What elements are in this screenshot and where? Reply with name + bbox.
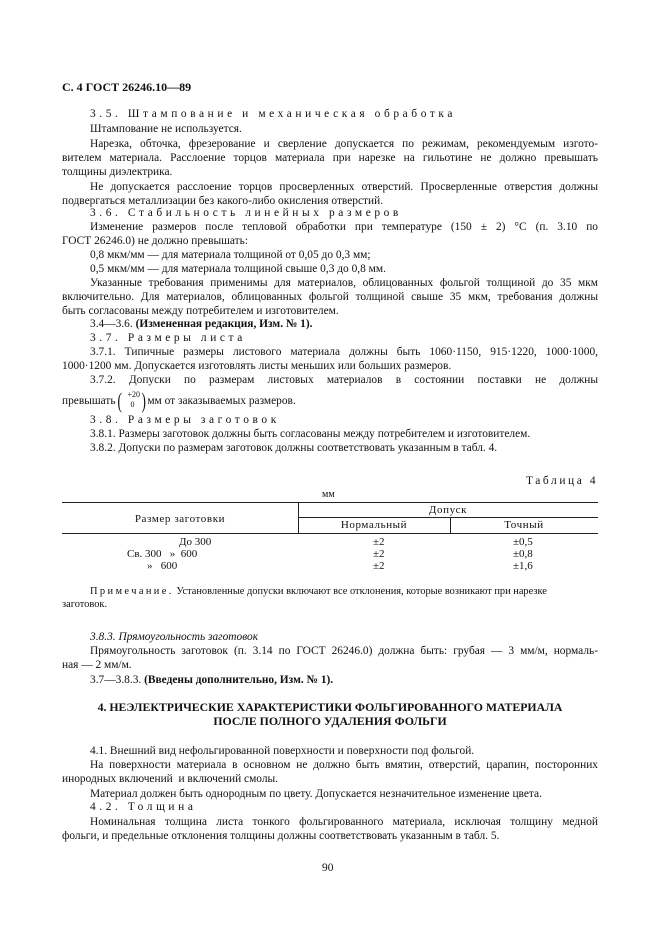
table-header-tolerance: Допуск: [428, 504, 468, 516]
table-note: [90, 585, 598, 599]
table-cell: ±0,5: [513, 536, 533, 548]
section-4-text: фольги, и предельные отклонения толщины должны соответствовать указанным в табл. 5.: [62, 830, 500, 842]
amendment-text: (Измененная редакция, Изм. № 1).: [135, 318, 313, 330]
section-4-heading: ПОСЛЕ ПОЛНОГО УДАЛЕНИЯ ФОЛЬГИ: [213, 714, 447, 728]
section-4-2-title: 4.2. Толщина: [90, 801, 197, 813]
amendment-note: [90, 673, 333, 687]
section-4-text: На поверхности материала в основном не должно быть вмятин, отверстий, царапин, посторонних: [90, 759, 598, 771]
list-item: 0,8 мкм/мм — для материала толщиной от 0,05 до 0,3 мм;: [90, 249, 371, 261]
table-top-rule: [62, 502, 598, 503]
table-cell: ±2: [373, 548, 385, 560]
section-4-text: Номинальная толщина листа тонкого фольгированного материала, исключая толщину медной: [90, 816, 598, 828]
section-3-5-title: 3.5. Штампование и механическая обработка: [90, 108, 457, 120]
table-cell: Св. 300 » 600: [127, 548, 198, 560]
section-3-6-text: ГОСТ 26246.0) не должно превышать:: [62, 235, 249, 247]
section-3-6-text: Указанные требования применимы для материалов, облицованных фольгой толщиной до 35 мкм: [90, 277, 598, 289]
section-3-8-3-title: 3.8.3. Прямоугольность заготовок: [90, 631, 259, 643]
tolerance-upper: +20: [127, 390, 140, 400]
section-3-5-text: вителем материала. Расслоение торцов материала при нарезке на гильотине не должно превышать: [62, 152, 598, 164]
section-3-5-text: Штампование не используется.: [90, 123, 242, 135]
section-4-heading: 4. НЕЭЛЕКТРИЧЕСКИЕ ХАРАКТЕРИСТИКИ ФОЛЬГИРОВАННОГО МАТЕРИАЛА: [97, 700, 563, 714]
section-3-6-text: Изменение размеров после тепловой обработки при температуре (150 ± 2) °С (п. 3.10 по: [90, 221, 598, 233]
tolerance-lower: 0: [130, 400, 135, 410]
table-header-precise: Точный: [504, 519, 544, 531]
section-4-text: инородных включений и включений смолы.: [62, 773, 279, 785]
table-subheader-rule: [298, 517, 598, 518]
section-3-7-text: 3.7.1. Типичные размеры листового материала должны быть 1060·1150, 915·1220, 1000·1000,: [90, 346, 598, 358]
table-cell: До 300: [179, 536, 212, 548]
section-3-5-text: толщины диэлектрика.: [62, 166, 173, 178]
section-3-8-title: 3.8. Размеры заготовок: [90, 414, 280, 426]
section-3-5-text: Нарезка, обточка, фрезерование и сверление допускается по режимам, рекомендуемым изгото-: [90, 138, 598, 150]
note-label: Примечание.: [90, 586, 174, 597]
table-unit: мм: [322, 489, 335, 500]
list-item: 0,5 мкм/мм — для материала толщиной свыше 0,3 до 0,8 мм.: [90, 263, 386, 275]
section-3-8-text: 3.8.2. Допуски по размерам заготовок должны соответствовать указанным в табл. 4.: [90, 442, 498, 454]
section-3-5-text: Не допускается расслоение торцов просверленных отверстий. Просверленные отверстия должны: [90, 181, 598, 193]
table-cell: ±1,6: [513, 560, 533, 572]
table-cell: » 600: [147, 560, 178, 572]
table-caption: Таблица 4: [526, 475, 599, 487]
section-3-8-3-text: ная — 2 мм/м.: [62, 659, 132, 671]
section-3-7-title: 3.7. Размеры листа: [90, 332, 246, 344]
amendment-ref: 3.7—3.8.3.: [90, 674, 142, 686]
section-3-5-text: подвергаться металлизации без какого-либо окисления отверстий.: [62, 195, 384, 207]
table-header-size: Размер заготовки: [134, 513, 226, 525]
section-3-7-text: 3.7.2. Допуски по размерам листовых материалов в состоянии поставки не должны: [90, 374, 598, 386]
table-cell: ±0,8: [513, 548, 533, 560]
section-3-7-text: 1000·1200 мм. Допускается изготовлять листы меньших или больших размеров.: [62, 360, 452, 372]
table-note-cont: заготовок.: [62, 599, 108, 610]
table-header-normal: Нормальный: [340, 519, 408, 531]
amendment-text: (Введены дополнительно, Изм. № 1).: [144, 674, 334, 686]
section-3-6-text: быть согласованы между потребителем и изготовителем.: [62, 305, 339, 317]
tolerance-fraction: ( +20 0 ): [117, 388, 147, 414]
section-3-6-text: включительно. Для материалов, облицованных фольгой толщиной свыше 35 мкм, требования должны: [62, 291, 598, 303]
table-cell: ±2: [373, 560, 385, 572]
section-3-8-text: 3.8.1. Размеры заготовок должны быть согласованы между потребителем и изготовителем.: [90, 428, 531, 440]
page-number: 90: [322, 862, 334, 874]
page-header: С. 4 ГОСТ 26246.10—89: [62, 80, 192, 94]
section-4-text: Материал должен быть однородным по цвету. Допускается незначительное изменение цвета.: [90, 788, 542, 800]
text-fragment: превышать: [62, 395, 116, 407]
section-3-8-3-text: Прямоугольность заготовок (п. 3.14 по ГОСТ 26246.0) должна быть: грубая — 3 мм/м, нормаль-: [90, 645, 598, 657]
section-3-7-text: [62, 390, 296, 412]
table-cell: ±2: [373, 536, 385, 548]
text-fragment: мм от заказываемых размеров.: [147, 395, 296, 407]
section-3-6-title: 3.6. Стабильность линейных размеров: [90, 207, 402, 219]
amendment-note: [90, 317, 313, 331]
note-text: Установленные допуски включают все отклонения, которые возникают при нарезке: [176, 586, 547, 597]
section-4-text: 4.1. Внешний вид нефольгированной поверхности и поверхности под фольгой.: [90, 745, 475, 757]
table-header-bottom-rule: [62, 533, 598, 534]
amendment-ref: 3.4—3.6.: [90, 318, 133, 330]
